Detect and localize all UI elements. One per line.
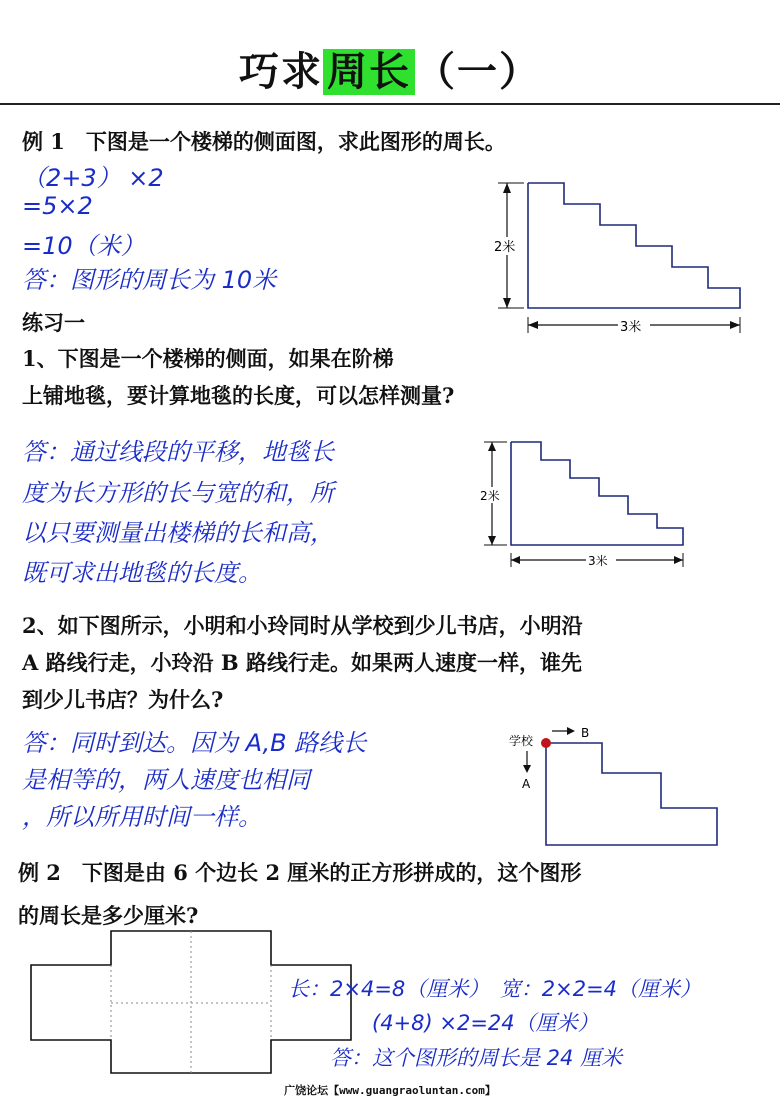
example2-answer: 答：这个图形的周长是 24 厘米 [330,1046,623,1070]
staircase-figure-2 [478,435,693,575]
school-label: 学校 [509,734,534,748]
height-label: 2米 [480,489,500,503]
practice-q1-answer-2: 度为长方形的长与宽的和，所 [22,479,334,507]
staircase-outline [511,442,683,545]
title-rule [0,103,780,105]
route-b-label: B [581,726,590,740]
title-highlight: 周长 [323,49,415,95]
arrow-down-icon [503,298,511,308]
example2-work-1: 长：2×4=8（厘米） 宽：2×2=4（厘米） [288,977,702,1001]
route-a-label: A [522,777,531,791]
practice-q1-answer-1: 答：通过线段的平移，地毯长 [22,438,334,466]
practice-q2-line1: 2、如下图所示，小明和小玲同时从学校到少儿书店，小明沿 [22,613,583,638]
school-dot [541,738,551,748]
practice-heading: 练习一 [22,310,85,335]
practice-q1-line1: 1、下图是一个楼梯的侧面，如果在阶梯 [22,346,394,371]
example1-answer: 答：图形的周长为 10米 [22,266,277,294]
arrow-right-icon [730,321,740,329]
practice-q2-line2: A 路线行走，小玲沿 B 路线行走。如果两人速度一样，谁先 [22,650,582,675]
example1-question: 例 1 下图是一个楼梯的侧面图，求此图形的周长。 [22,129,506,154]
footer-source: 广饶论坛【www.guangraoluntan.com】 [284,1084,496,1097]
example2-line1: 例 2 下图是由 6 个边长 2 厘米的正方形拼成的，这个图形 [18,860,582,885]
practice-q2-answer-3: ，所以所用时间一样。 [22,803,262,831]
example2-line2: 的周长是多少厘米? [18,903,199,928]
arrow-up-icon [503,183,511,193]
example1-work-3: =10（米） [22,232,145,260]
route-figure [505,720,730,850]
route-outline [546,743,717,845]
practice-q2-line3: 到少儿书店？为什么? [22,687,224,712]
arrow-right-icon [674,556,683,564]
staircase-figure-1 [490,175,750,340]
arrow-down-icon [488,536,496,545]
arrow-left-icon [511,556,520,564]
practice-q1-answer-4: 既可求出地毯的长度。 [22,559,262,587]
title-suffix: （一） [415,49,541,95]
practice-q1-answer-3: 以只要测量出楼梯的长和高， [22,519,334,547]
title-prefix: 巧求 [239,49,323,95]
example1-work-1: （2+3） ×2 [22,164,164,192]
staircase-outline [528,183,740,308]
practice-q1-line2: 上铺地毯，要计算地毯的长度，可以怎样测量? [22,383,455,408]
width-label: 3米 [588,554,608,568]
arrow-left-icon [528,321,538,329]
arrow-right-icon [567,727,575,735]
practice-q2-answer-2: 是相等的，两人速度也相同 [22,766,310,794]
example1-work-2: =5×2 [22,192,93,220]
width-label: 3米 [620,320,642,335]
practice-q2-answer-1: 答：同时到达。因为 A,B 路线长 [22,729,367,757]
arrow-down-icon [523,765,531,773]
arrow-up-icon [488,442,496,451]
height-label: 2米 [494,240,516,255]
example2-work-2: (4+8) ×2=24（厘米） [372,1011,599,1035]
page-title [0,40,780,97]
